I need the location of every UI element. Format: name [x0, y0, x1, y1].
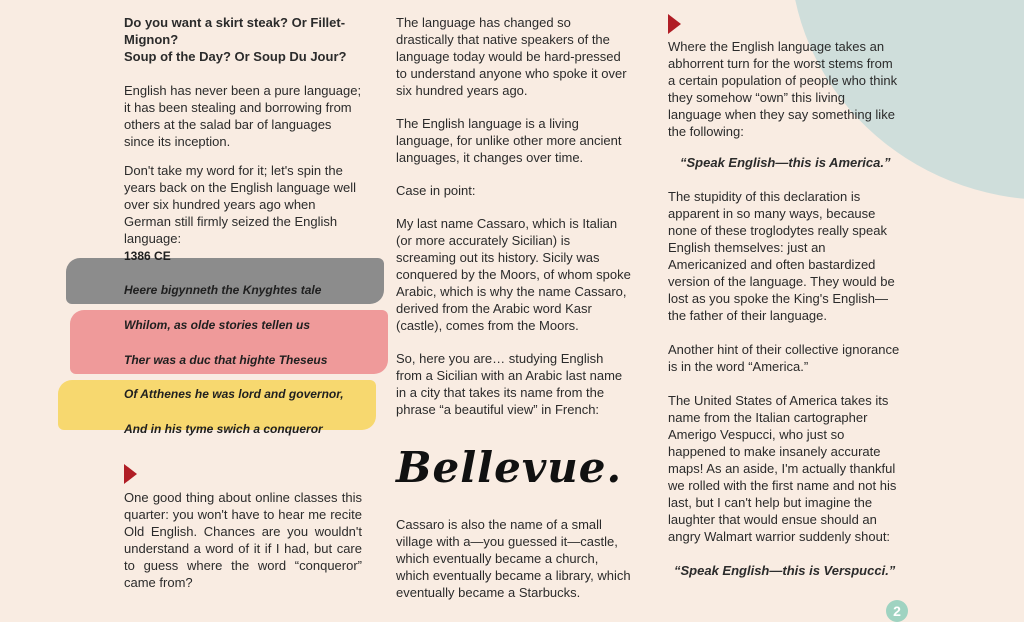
paragraph: English has never been a pure language; it has been stealing and borrowing from others at the salad bar of languages since its inception. [124, 83, 362, 149]
paragraph: Don't take my word for it; let's spin the years back on the English language well over six hundred years ago when German still firmly seized the English language: [124, 163, 356, 246]
stripe-gray [66, 258, 384, 304]
quote-america: “Speak English—this is America.” [680, 155, 891, 170]
page-number-badge: 2 [886, 600, 908, 622]
paragraph: The stupidity of this declaration is apparent in so many ways, because none of these troglodytes really speak English themselves: just an Americanized and often bastardized version of the language. They would be lost as you spoke the King's English—the father of their language. [668, 189, 895, 323]
paragraph: So, here you are… studying English from a Sicilian with an Arabic last name in a city that takes its name from the phrase “a beautiful view” in French: [396, 351, 623, 417]
paragraph: The United States of America takes its name from the Italian cartographer Amerigo Vespucci, who just so happened to make insanely accurate maps! As an aside, I'm actually thankful we rolled with the first name and not his last, but I can't help but imagine the laughter that would ensue should an angry Walmart warrior suddenly shout: [668, 393, 897, 544]
old-english-line: Ther was a duc that highte Theseus [124, 353, 328, 367]
paragraph: The language has changed so drastically that native speakers of the language today would be hard-pressed to understand anyone who spoke it over six hundred years ago. [396, 15, 627, 98]
paragraph: The English language is a living language, for unlike other more ancient languages, it changes over time. [396, 116, 622, 165]
paragraph: Another hint of their collective ignorance is in the word “America.” [668, 342, 900, 374]
quote-verspucci: “Speak English—this is Verspucci.” [674, 563, 896, 578]
column-2 [396, 14, 632, 601]
old-english-date: 1386 CE [124, 249, 171, 263]
paragraph: Case in point: [396, 183, 476, 198]
heading-soup: Soup of the Day? Or Soup Du Jour? [124, 49, 347, 64]
paragraph: My last name Cassaro, which is Italian (or more accurately Sicilian) is screaming out its history. Sicily was conquered by the Moors, of whom spoke Arabic, which is why the name Cassaro, derived from the Arabic word Kasr (castle), comes from the Moors. [396, 216, 631, 333]
old-english-line: Whilom, as olde stories tellen us [124, 318, 311, 332]
column-1-bottom [124, 464, 362, 591]
column-3 [668, 14, 900, 579]
heading-steak: Do you want a skirt steak? Or Fillet-Mignon? [124, 15, 346, 47]
paragraph: Where the English language takes an abhorrent turn for the worst stems from a certain population of people who think they somehow “own” this living language when they say something like the following: [668, 39, 898, 139]
old-english-line: Of Atthenes he was lord and governor, [124, 387, 344, 401]
paragraph: Cassaro is also the name of a small village with a—you guessed it—castle, which eventually became a church, which eventually became a library, which eventually became a Starbucks. [396, 517, 631, 600]
arrow-icon [668, 14, 681, 34]
arrow-icon [124, 464, 137, 484]
paragraph: One good thing about online classes this quarter: you won't have to hear me recite Old English. Chances are you wouldn't understand a word of it if I had, but care to guess where the word “conqueror” came from? [124, 490, 362, 590]
old-english-line: Heere bigynneth the Knyghtes tale [124, 283, 322, 297]
old-english-line: And in his tyme swich a conqueror [124, 422, 323, 436]
bellevue-script: Bellevue. [396, 443, 623, 492]
column-1 [124, 14, 362, 247]
